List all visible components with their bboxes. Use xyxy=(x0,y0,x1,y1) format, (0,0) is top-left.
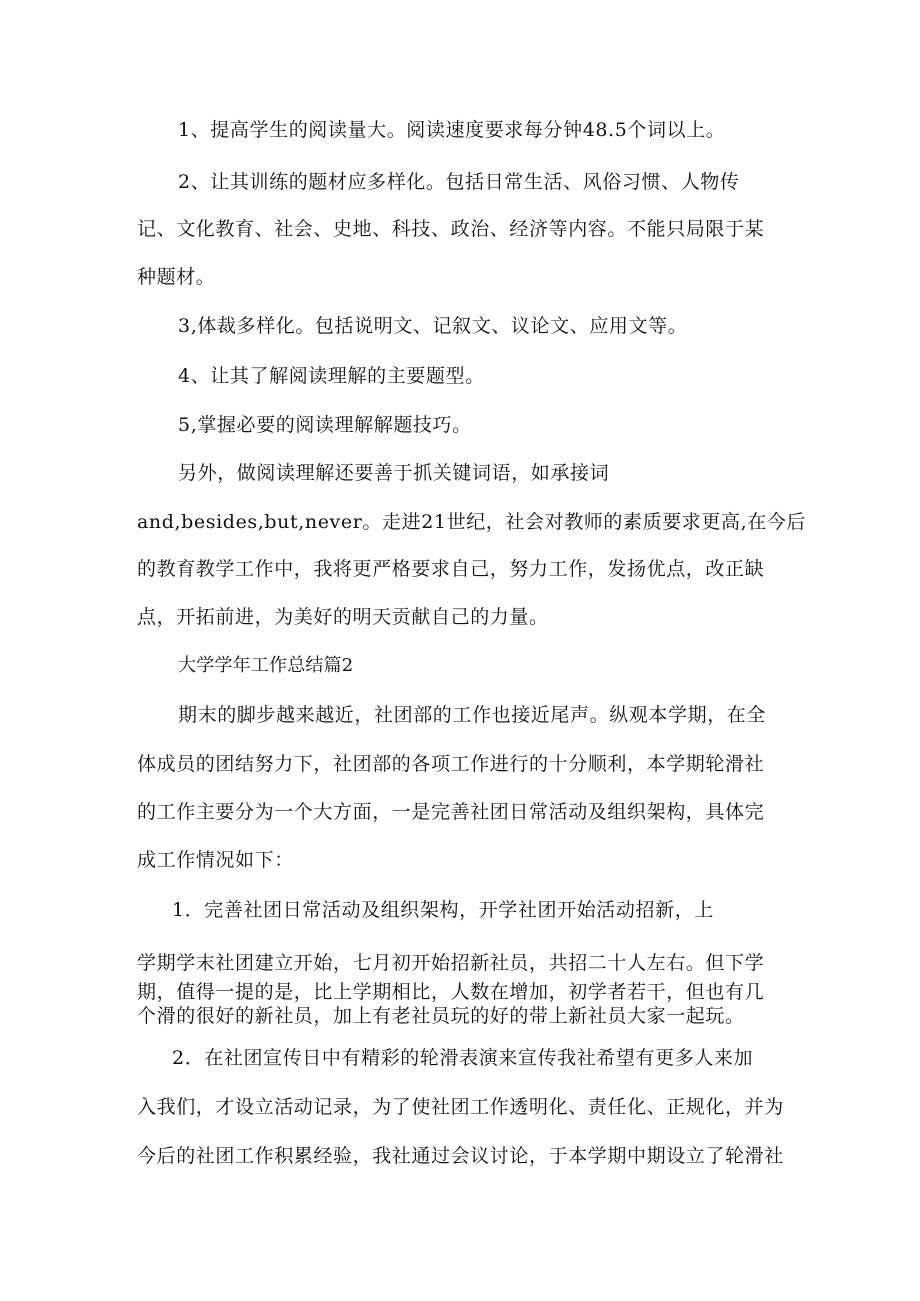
paragraph-line: 3,体裁多样化。包括说明文、记叙文、议论文、应用文等。 xyxy=(178,315,688,337)
paragraph-line: 5,掌握必要的阅读理解解题技巧。 xyxy=(178,414,472,436)
paragraph-line: 记、文化教育、社会、史地、科技、政治、经济等内容。不能只局限于某 xyxy=(137,218,765,240)
paragraph-line: 2、让其训练的题材应多样化。包括日常生活、风俗习惯、人物传 xyxy=(178,171,740,193)
section-heading: 大学学年工作总结篇2 xyxy=(178,655,354,676)
paragraph-line: 2．在社团宣传日中有精彩的轮滑表演来宣传我社希望有更多人来加 xyxy=(172,1047,754,1069)
paragraph-line: 个滑的很好的新社员，加上有老社员玩的好的带上新社员大家一起玩。 xyxy=(137,1005,745,1027)
paragraph-line: 另外，做阅读理解还要善于抓关键词语，如承接词 xyxy=(178,462,610,484)
paragraph-line: 体成员的团结努力下，社团部的各项工作进行的十分顺利，本学期轮滑社 xyxy=(137,753,765,775)
paragraph-line: 的教育教学工作中，我将更严格要求自己，努力工作，发扬优点，改正缺 xyxy=(137,558,765,580)
paragraph-line: 的工作主要分为一个大方面，一是完善社团日常活动及组织架构，具体完 xyxy=(137,801,765,823)
paragraph-line: 学期学末社团建立开始，七月初开始招新社员，共招二十人左右。但下学 xyxy=(137,952,765,974)
paragraph-line: 成工作情况如下： xyxy=(137,849,294,871)
paragraph-line: 期，值得一提的是，比上学期相比，人数在增加，初学者若干，但也有几 xyxy=(137,981,765,1003)
paragraph-line: 期末的脚步越来越近，社团部的工作也接近尾声。纵观本学期，在全 xyxy=(178,704,767,726)
paragraph-line: 1．完善社团日常活动及组织架构，开学社团开始活动招新，上 xyxy=(172,899,714,921)
paragraph-line: 今后的社团工作积累经验，我社通过会议讨论，于本学期中期设立了轮滑社 xyxy=(137,1145,784,1167)
paragraph-line: and,besides,but,never。走进21世纪，社会对教师的素质要求更高,在今后 xyxy=(137,511,807,533)
paragraph-line: 入我们，才设立活动记录，为了使社团工作透明化、责任化、正规化，并为 xyxy=(137,1096,784,1118)
paragraph-line: 点，开拓前进，为美好的明天贡献自己的力量。 xyxy=(137,606,549,628)
paragraph-line: 种题材。 xyxy=(137,266,216,288)
paragraph-line: 1、提高学生的阅读量大。阅读速度要求每分钟48.5个词以上。 xyxy=(178,119,726,141)
paragraph-line: 4、让其了解阅读理解的主要题型。 xyxy=(178,365,485,387)
